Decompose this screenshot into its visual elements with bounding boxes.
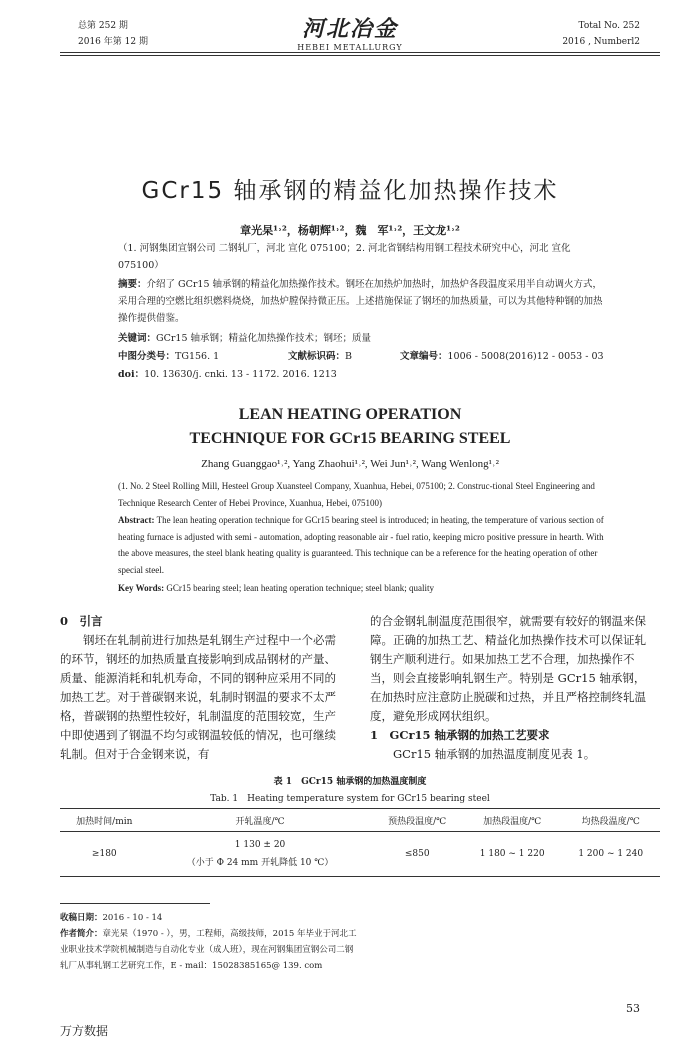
start-temp-note: （小于 Φ 24 mm 开轧降低 10 ℃）	[186, 858, 334, 868]
received-label: 收稿日期：	[60, 913, 103, 923]
table-row	[60, 832, 660, 877]
keywords-cn-text: GCr15 轴承钢；精益化加热操作技术；钢坯；质量	[156, 333, 372, 344]
section-0-title: 0 引言	[60, 614, 103, 628]
keywords-en-label: Key Words:	[118, 583, 165, 593]
clc-value: TG156. 1	[175, 351, 220, 362]
section-1-title: 1 GCr15 轴承钢的加热工艺要求	[370, 728, 550, 742]
doc-code-label: 文献标识码：	[288, 351, 346, 362]
cell-soaking: 1 200 ~ 1 240	[561, 832, 660, 877]
table-caption-en: Tab. 1 Heating temperature system for GCr15 bearing steel	[210, 794, 490, 804]
th-time: 加热时间/min	[60, 809, 149, 832]
paper-title-en-line2: TECHNIQUE FOR GCr15 BEARING STEEL	[189, 430, 511, 447]
table-header-row	[60, 809, 660, 832]
issue-en: Total No. 252	[578, 21, 640, 31]
heating-temperature-table	[60, 808, 660, 877]
journal-name-en: HEBEI METALLURGY	[297, 43, 403, 52]
footnote	[60, 910, 360, 974]
journal-logo	[270, 12, 430, 52]
watermark: 万方数据	[60, 1024, 109, 1038]
header-rule	[60, 52, 660, 53]
th-start-temp: 开轧温度/℃	[149, 809, 372, 832]
bio-label: 作者简介：	[60, 929, 103, 939]
th-heating: 加热段温度/℃	[463, 809, 562, 832]
keywords-en	[118, 580, 604, 597]
received-date: 2016 - 10 - 14	[102, 913, 163, 923]
table-caption-cn: 表 1 GCr15 轴承钢的加热温度制度	[273, 777, 427, 787]
author-bio: 章光杲（1970 - ），男，工程师，高级技师，2015 年毕业于河北工业职业技术学院机械制造与自动化专业（成人班），现在河钢集团宣钢公司二钢轧厂从事轧钢工艺研究工作，E - mail：15028385165@ 139. com	[60, 929, 357, 971]
article-no-value: 1006 - 5008(2016)12 - 0053 - 03	[447, 351, 604, 362]
year-cn: 2016 年第 12 期	[78, 37, 148, 47]
keywords-cn-label: 关键词：	[118, 333, 157, 344]
paper-title-en-line1: LEAN HEATING OPERATION	[238, 406, 462, 423]
journal-name-cn: 河北冶金	[301, 16, 398, 42]
abstract-cn-label: 摘要：	[118, 279, 147, 290]
right-column	[370, 612, 655, 764]
article-no-label: 文章编号：	[400, 351, 448, 362]
header-left	[78, 20, 148, 49]
authors-cn: 章光杲¹˒²，杨朝辉¹˒²，魏 军¹˒²，王文龙¹˒²	[240, 224, 460, 237]
left-column	[60, 612, 345, 764]
abstract-en	[118, 512, 604, 578]
clc-label: 中图分类号：	[118, 351, 176, 362]
cell-heating: 1 180 ~ 1 220	[463, 832, 562, 877]
cell-time: ≥180	[60, 832, 149, 877]
start-temp-value: 1 130 ± 20	[234, 840, 286, 850]
page-number: 53	[626, 1002, 640, 1015]
th-preheat: 预热段温度/℃	[372, 809, 463, 832]
abstract-en-label: Abstract:	[118, 515, 155, 525]
doi-value: 10. 13630/j. cnki. 13 - 1172. 2016. 1213	[144, 369, 337, 380]
year-en: 2016 , Numberl2	[562, 37, 640, 47]
doc-code-value: B	[345, 351, 352, 362]
footnote-rule	[60, 903, 210, 904]
authors-en: Zhang Guanggao¹˒², Yang Zhaohui¹˒², Wei Jun¹˒², Wang Wenlong¹˒²	[201, 458, 499, 470]
abstract-cn-text: 介绍了 GCr15 轴承钢的精益化加热操作技术。钢坯在加热炉加热时，加热炉各段温度采用半自动调火方式，采用合理的空燃比组织燃料烧烧，加热炉膛保持微正压。上述措施保证了钢坯的加热质量，可以为其他特种钢的加热操作提供借鉴。	[118, 279, 603, 324]
header-rule-2	[60, 55, 660, 56]
paper-title-cn: GCr15 轴承钢的精益化加热操作技术	[141, 178, 559, 204]
header-right	[562, 20, 640, 49]
abstract-en-text: The lean heating operation technique for GCr15 bearing steel is introduced; in heating, the temperature of various section of heating furnace is adjusted with semi - automation, adopting reasonable air - fuel ratio, keeping micro positive pressure in hearth. With the above measures, the steel blank heating quality is guaranteed. This technique can be a reference for the heating operation of other special steel.	[118, 515, 604, 575]
doi-line	[118, 366, 604, 383]
issue-cn: 总第 252 期	[78, 21, 128, 31]
intro-paragraph: 钢坯在轧制前进行加热是轧钢生产过程中一个必需的环节，钢坯的加热质量直接影响到成品钢材的产量、质量、能源消耗和轧机寿命，不同的钢种应采用不同的加热工艺。对于普碳钢来说，轧制时钢温的要求不太严格，普碳钢的热塑性较好，轧制温度的范围较宽，生产中即使遇到了钢温不均匀或钢温较低的情况，也可继续轧制。但对于合金钢来说，有	[60, 633, 336, 761]
abstract-cn	[118, 276, 604, 327]
classification-line	[118, 348, 604, 365]
section-1-paragraph: GCr15 轴承钢的加热温度制度见表 1。	[393, 747, 596, 761]
th-soaking: 均热段温度/℃	[561, 809, 660, 832]
affiliation-cn: （1. 河钢集团宣钢公司 二钢轧厂，河北 宣化 075100；2. 河北省钢结构用钢工程技术研究中心，河北 宣化 075100）	[118, 243, 571, 271]
doi-label: doi：	[118, 369, 145, 380]
affiliation-en: (1. No. 2 Steel Rolling Mill, Hesteel Group Xuansteel Company, Xuanhua, Hebei, 075100; 2. Construc-tional Steel Engineering and Technique Research Center of Hebei Province, Xuanhua, Hebei, 075100)	[118, 481, 595, 508]
keywords-cn	[118, 330, 604, 347]
keywords-en-text: GCr15 bearing steel; lean heating operation technique; steel blank; quality	[164, 583, 435, 593]
intro-paragraph-continued: 的合金钢轧制温度范围很窄，就需要有较好的钢温来保障。正确的加热工艺、精益化加热操作技术可以保证轧钢生产顺利进行。如果加热工艺不合理，加热操作不当，则会直接影响轧钢生产。特别是 GCr15 轴承钢，在加热时应注意防止脱碳和过热，并且严格控制终轧温度，避免形成网状组织。	[370, 614, 646, 723]
cell-preheat: ≤850	[372, 832, 463, 877]
cell-start-temp	[149, 832, 372, 877]
